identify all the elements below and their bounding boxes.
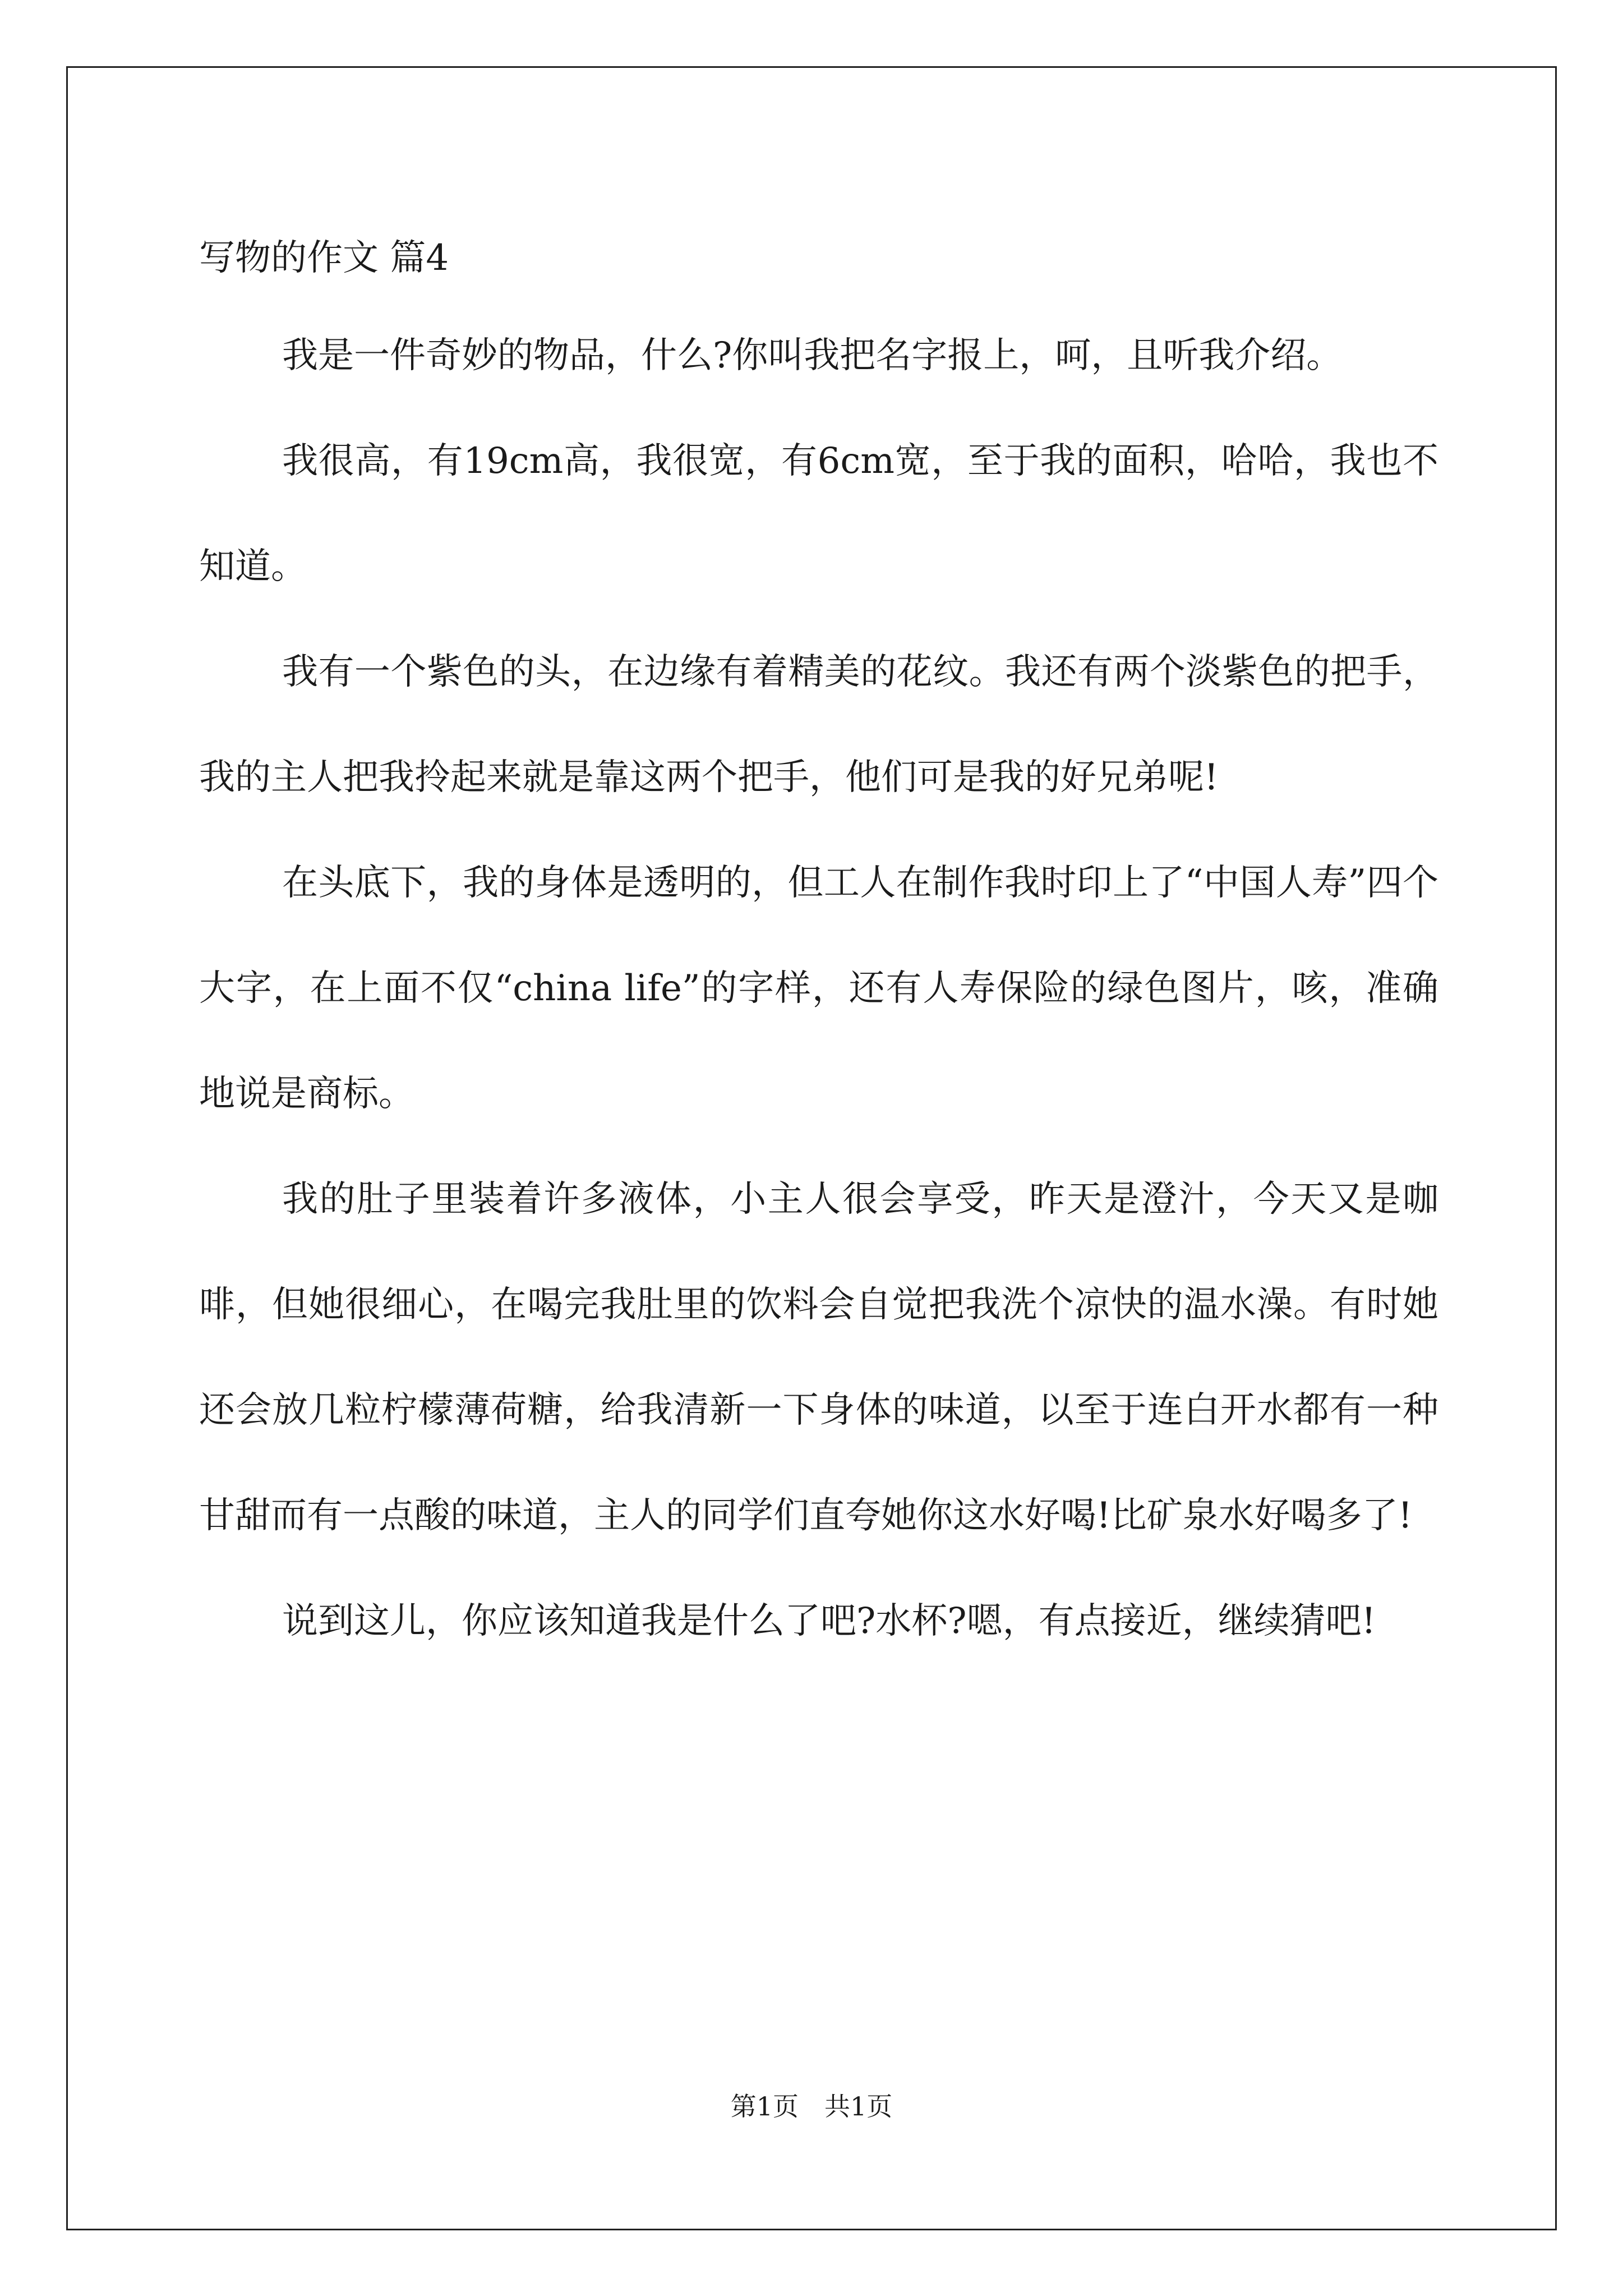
page-number: 第1页 共1页: [730, 2091, 893, 2122]
document-body: [199, 213, 1438, 1674]
paragraph-5: 我的肚子里装着许多液体，小主人很会享受，昨天是澄汁，今天又是咖啡，但她很细心，在喝完我肚里的饮料会自觉把我洗个凉快的温水澡。有时她还会放几粒柠檬薄荷糖，给我清新一下身体的味道，以至于连白开水都有一种甘甜而有一点酸的味道，主人的同学们直夸她你这水好喝!比矿泉水好喝多了!: [199, 1179, 1438, 1536]
paragraph-4: 在头底下，我的身体是透明的，但工人在制作我时印上了“中国人寿”四个大字，在上面不仅“china life”的字样，还有人寿保险的绿色图片，咳，准确地说是商标。: [199, 862, 1438, 1115]
paragraph-6: 说到这儿，你应该知道我是什么了吧?水杯?嗯，有点接近，继续猜吧!: [282, 1600, 1376, 1642]
paragraph-1: 我是一件奇妙的物品，什么?你叫我把名字报上，呵，且听我介绍。: [282, 335, 1343, 376]
paragraph-3: 我有一个紫色的头，在边缘有着精美的花纹。我还有两个淡紫色的把手，我的主人把我拎起来就是靠这两个把手，他们可是我的好兄弟呢!: [199, 651, 1438, 798]
paragraph-2: 我很高，有19cm高，我很宽，有6cm宽，至于我的面积，哈哈，我也不知道。: [199, 440, 1438, 587]
document-title: 写物的作文 篇4: [199, 237, 449, 279]
